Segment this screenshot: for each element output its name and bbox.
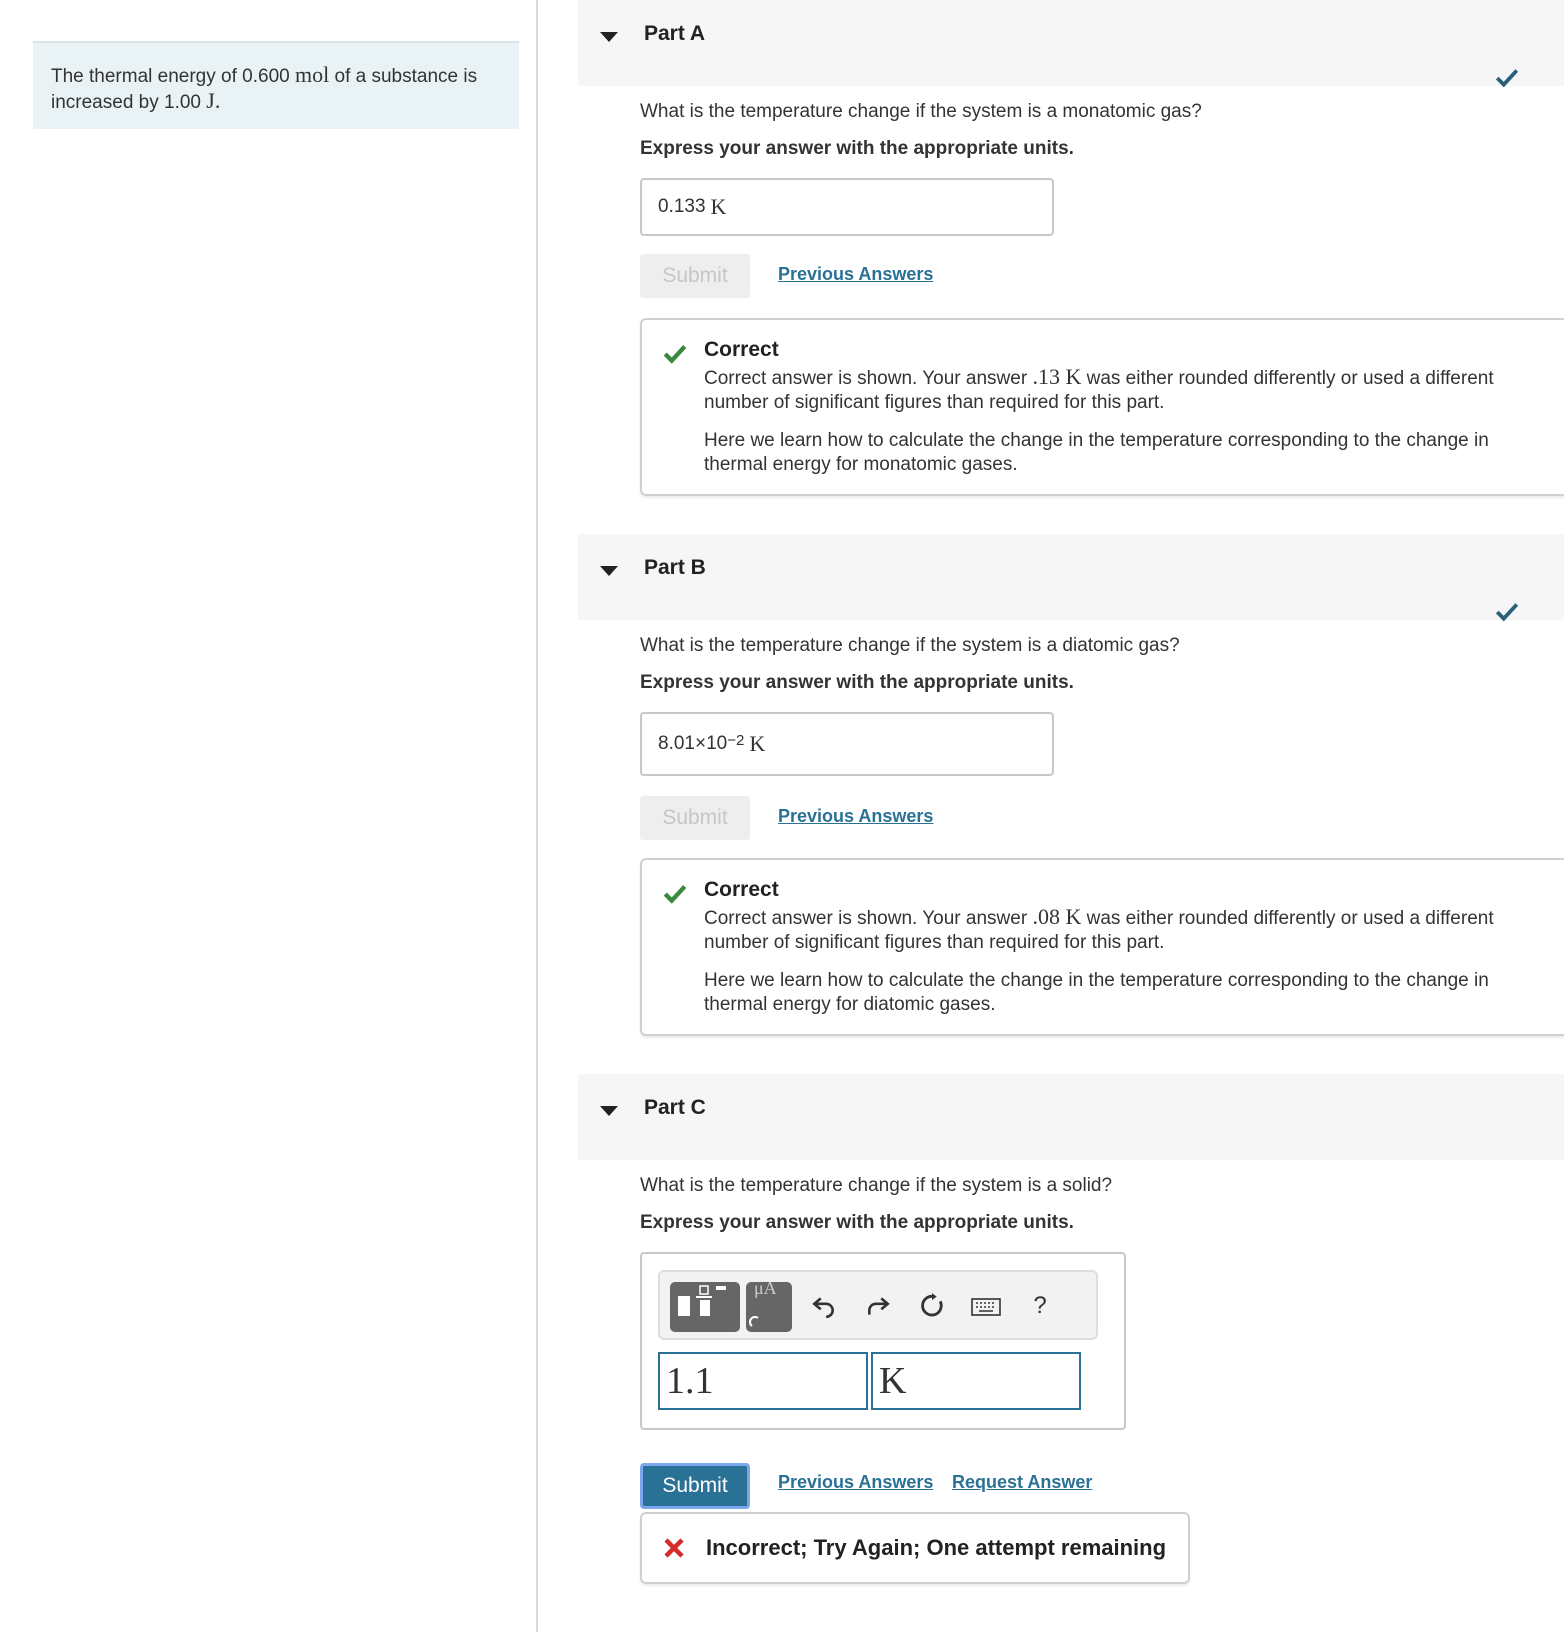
instruction-text: Express your answer with the appropriate units. bbox=[640, 672, 1074, 693]
part-c-header[interactable] bbox=[578, 1074, 1564, 1160]
your-answer: .13 K bbox=[1032, 364, 1082, 389]
feedback-explanation: Here we learn how to calculate the change in the temperature corresponding to the change in thermal energy for diatomic gases. bbox=[704, 970, 1489, 1015]
part-b-section bbox=[578, 534, 1564, 1015]
math-toolbar bbox=[658, 1270, 1098, 1340]
feedback-text bbox=[704, 365, 1544, 415]
feedback-correct bbox=[640, 318, 1564, 496]
your-answer: .08 K bbox=[1032, 904, 1082, 929]
feedback-text bbox=[704, 905, 1544, 955]
feedback-text-b: was either rounded differently or used a different number of significant figures than required for this part. bbox=[704, 908, 1494, 953]
question-text: What is the temperature change if the system is a solid? bbox=[640, 1175, 1113, 1196]
problem-text-2: of a substance is increased by 1.00 bbox=[51, 66, 478, 113]
problem-panel bbox=[0, 0, 538, 1632]
feedback-title: Correct bbox=[704, 878, 779, 901]
redo-icon[interactable] bbox=[860, 1288, 896, 1324]
previous-answers-link[interactable]: Previous Answers bbox=[778, 264, 934, 284]
answer-editor bbox=[640, 1252, 1126, 1430]
previous-answers-link[interactable]: Previous Answers bbox=[778, 1472, 934, 1492]
correct-check-icon bbox=[662, 880, 688, 906]
feedback-title: Correct bbox=[704, 338, 779, 361]
answer-display bbox=[640, 712, 1054, 776]
feedback-explanation: Here we learn how to calculate the change in the temperature corresponding to the change in thermal energy for monatomic gases. bbox=[704, 430, 1489, 475]
submit-button[interactable]: Submit bbox=[640, 254, 750, 298]
answer-exponent: −2 bbox=[727, 731, 745, 749]
units-mu-icon[interactable] bbox=[746, 1278, 792, 1332]
question-text: What is the temperature change if the system is a diatomic gas? bbox=[640, 635, 1180, 656]
feedback-text-a: Correct answer is shown. Your answer bbox=[704, 908, 1028, 929]
feedback-text-b: was either rounded differently or used a different number of significant figures than required for this part. bbox=[704, 368, 1494, 413]
unit-input[interactable]: K bbox=[871, 1352, 1081, 1410]
answer-value: 0.133 bbox=[658, 196, 706, 217]
part-b-header[interactable] bbox=[578, 534, 1564, 620]
problem-text: The thermal energy of 0.600 bbox=[51, 66, 290, 87]
collapse-caret-icon[interactable] bbox=[600, 1106, 618, 1116]
feedback-incorrect bbox=[640, 1512, 1190, 1584]
correct-check-icon bbox=[662, 340, 688, 366]
answer-mantissa: 8.01×10 bbox=[658, 733, 728, 754]
units-glyph: μA bbox=[754, 1278, 777, 1298]
answer-display bbox=[640, 178, 1054, 236]
previous-answers-link[interactable]: Previous Answers bbox=[778, 806, 934, 826]
fraction-template-icon[interactable] bbox=[670, 1282, 740, 1332]
submit-button[interactable]: Submit bbox=[640, 796, 750, 840]
keyboard-icon[interactable] bbox=[968, 1288, 1004, 1324]
part-title: Part B bbox=[644, 556, 706, 579]
incorrect-x-icon bbox=[662, 1536, 686, 1560]
request-answer-link[interactable]: Request Answer bbox=[952, 1472, 1093, 1492]
answer-unit: K bbox=[710, 194, 727, 219]
part-a-header[interactable] bbox=[578, 0, 1564, 86]
part-title: Part A bbox=[644, 22, 706, 45]
answer-unit: K bbox=[749, 731, 766, 756]
part-c-section bbox=[578, 1074, 1564, 1560]
undo-icon[interactable] bbox=[806, 1288, 842, 1324]
completed-check-icon bbox=[1494, 598, 1520, 624]
feedback-text-a: Correct answer is shown. Your answer bbox=[704, 368, 1028, 389]
part-title: Part C bbox=[644, 1096, 706, 1119]
collapse-caret-icon[interactable] bbox=[600, 32, 618, 42]
feedback-correct bbox=[640, 858, 1564, 1036]
instruction-text: Express your answer with the appropriate units. bbox=[640, 1212, 1074, 1233]
incorrect-message: Incorrect; Try Again; One attempt remaining bbox=[706, 1535, 1167, 1560]
completed-check-icon bbox=[1494, 64, 1520, 90]
question-text: What is the temperature change if the system is a monatomic gas? bbox=[640, 101, 1202, 122]
submit-button[interactable]: Submit bbox=[640, 1463, 750, 1509]
value-input[interactable]: 1.1 bbox=[658, 1352, 868, 1410]
problem-unit-j: J. bbox=[206, 88, 221, 113]
collapse-caret-icon[interactable] bbox=[600, 566, 618, 576]
problem-unit-mol: mol bbox=[294, 62, 330, 87]
help-icon[interactable]: ? bbox=[1033, 1292, 1047, 1319]
instruction-text: Express your answer with the appropriate units. bbox=[640, 138, 1074, 159]
part-a-section bbox=[578, 0, 1564, 475]
reset-icon[interactable] bbox=[914, 1288, 950, 1324]
problem-statement bbox=[33, 41, 519, 129]
